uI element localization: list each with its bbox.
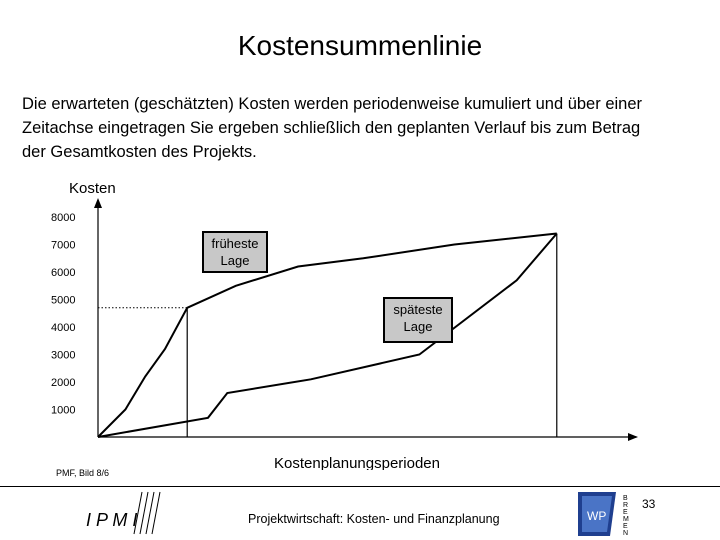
wp-bremen-logo bbox=[576, 490, 636, 538]
wp-logo-letter: M bbox=[623, 516, 629, 523]
wp-logo-letter: R bbox=[623, 502, 629, 509]
description-line: der Gesamtkosten des Projekts. bbox=[22, 143, 257, 161]
wp-logo-letter: E bbox=[623, 509, 628, 516]
y-tick-label: 1000 bbox=[51, 404, 76, 417]
description-line: Zeitachse eingetragen Sie ergeben schließlich den geplanten Verlauf bis zum Betrag bbox=[22, 119, 641, 137]
label-box-text: Lage bbox=[220, 253, 250, 268]
footer-text: Projektwirtschaft: Kosten- und Finanzplanung bbox=[248, 512, 500, 526]
wp-logo-letter: N bbox=[623, 530, 629, 537]
label-box-text: späteste bbox=[393, 302, 443, 317]
footer-divider bbox=[0, 486, 720, 487]
label-box-text: früheste bbox=[211, 236, 259, 251]
y-axis-arrow bbox=[94, 198, 102, 208]
latest-label-box bbox=[384, 298, 452, 342]
wp-logo-text: WP bbox=[587, 509, 607, 523]
y-tick-label: 4000 bbox=[51, 322, 76, 334]
x-axis-arrow bbox=[628, 433, 638, 441]
y-tick-label: 2000 bbox=[51, 377, 76, 389]
page-number: 33 bbox=[642, 497, 656, 511]
y-tick-label: 5000 bbox=[51, 294, 76, 307]
earliest-cost-curve bbox=[98, 234, 557, 438]
y-tick-label: 7000 bbox=[51, 239, 76, 252]
description-line: Die erwarteten (geschätzten) Kosten werden periodenweise kumuliert und über einer bbox=[22, 95, 643, 113]
slide-title: Kostensummenlinie bbox=[237, 30, 483, 61]
y-tick-label: 8000 bbox=[51, 212, 76, 224]
latest-cost-curve bbox=[98, 234, 557, 438]
y-tick-label: 3000 bbox=[51, 349, 76, 362]
earliest-label-box bbox=[203, 232, 267, 272]
wp-logo-letter: E bbox=[623, 523, 628, 530]
ipmi-logo bbox=[82, 488, 172, 538]
figure-note: PMF, Bild 8/6 bbox=[56, 468, 110, 478]
x-axis-label: Kostenplanungsperioden bbox=[274, 455, 440, 470]
ipmi-logo-text: I P M I bbox=[86, 510, 138, 530]
label-box-text: Lage bbox=[403, 319, 433, 334]
y-tick-label: 6000 bbox=[51, 267, 76, 279]
wp-logo-letter: B bbox=[623, 495, 628, 502]
y-axis-label: Kosten bbox=[69, 180, 116, 197]
